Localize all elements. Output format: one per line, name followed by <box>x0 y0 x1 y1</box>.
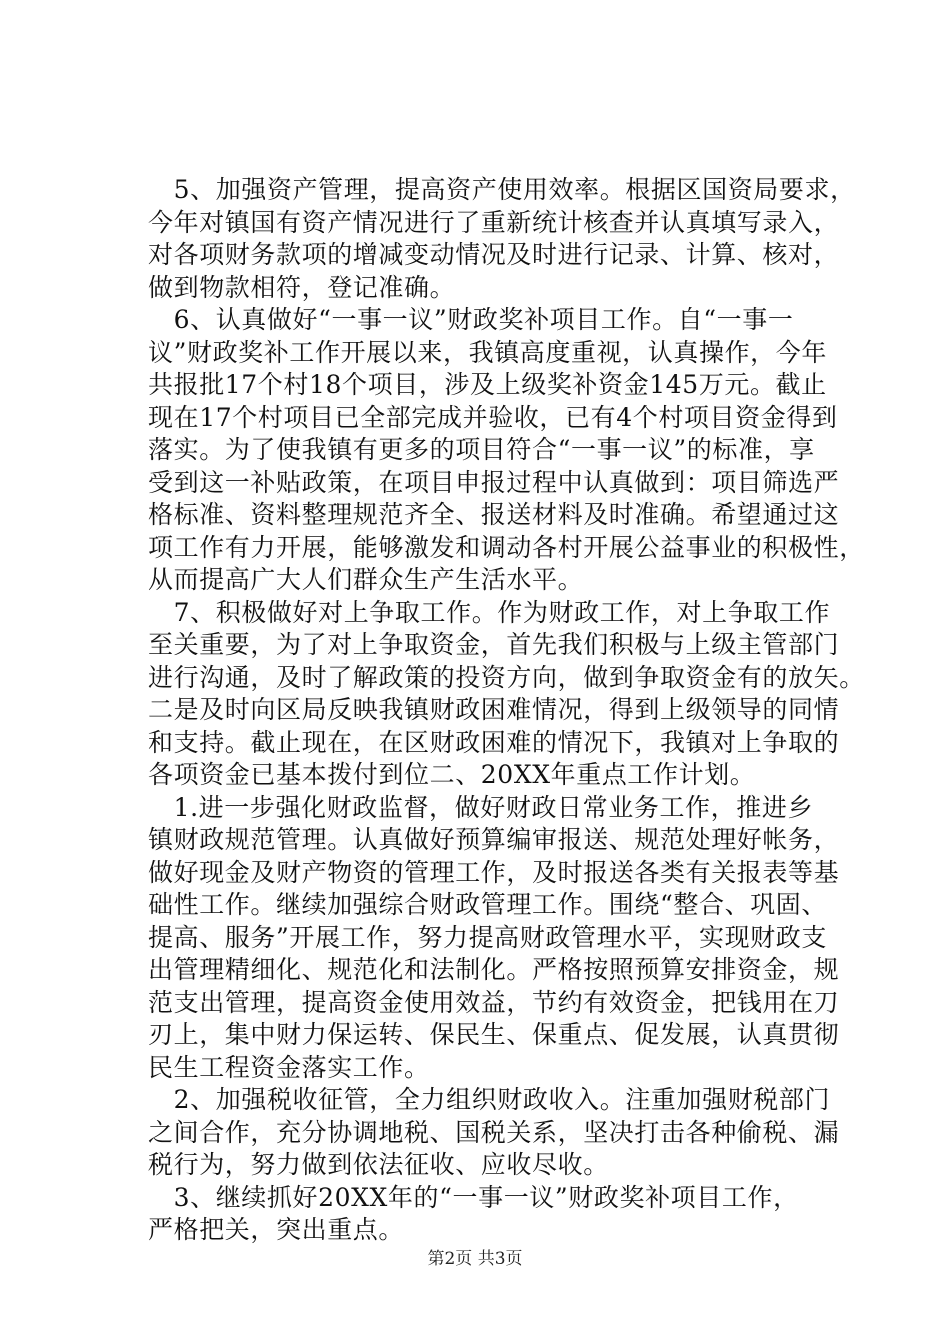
text-line: 各项资金已基本拨付到位二、20XX年重点工作计划。 <box>148 760 756 789</box>
text-line: 民生工程资金落实工作。 <box>148 1052 430 1082</box>
text-line: 议”财政奖补工作开展以来，我镇高度重视，认真操作，今年 <box>148 337 827 367</box>
text-line: 出管理精细化、规范化和法制化。严格按照预算安排资金，规 <box>148 955 840 984</box>
text-line: 严格把关，突出重点。 <box>148 1215 405 1244</box>
text-line: 从而提高广大人们群众生产生活水平。 <box>148 565 584 594</box>
text-line: 刃上，集中财力保运转、保民生、保重点、促发展，认真贯彻 <box>148 1020 840 1049</box>
text-line: 3、继续抓好20XX年的“一事一议”财政奖补项目工作， <box>148 1182 799 1212</box>
text-line: 二是及时向区局反映我镇财政困难情况，得到上级领导的同情 <box>148 695 840 724</box>
text-line: 进行沟通，及时了解政策的投资方向，做到争取资金有的放矢。 <box>148 662 865 692</box>
text-line: 落实。为了使我镇有更多的项目符合“一事一议”的标准，享 <box>148 435 815 464</box>
text-line: 今年对镇国有资产情况进行了重新统计核查并认真填写录入， <box>148 207 840 237</box>
text-line: 格标准、资料整理规范齐全、报送材料及时准确。希望通过这 <box>148 500 840 529</box>
document-body <box>148 174 868 1247</box>
text-line: 5、加强资产管理，提高资产使用效率。根据区国资局要求， <box>148 175 856 204</box>
text-line: 7、积极做好对上争取工作。作为财政工作，对上争取工作 <box>148 597 831 627</box>
text-line: 之间合作，充分协调地税、国税关系，坚决打击各种偷税、漏 <box>148 1117 840 1147</box>
text-line: 受到这一补贴政策，在项目申报过程中认真做到：项目筛选严 <box>148 467 840 497</box>
text-line: 项工作有力开展，能够激发和调动各村开展公益事业的积极性， <box>148 532 865 562</box>
text-line: 提高、服务”开展工作，努力提高财政管理水平，实现财政支 <box>148 922 827 952</box>
text-line: 镇财政规范管理。认真做好预算编审报送、规范处理好帐务， <box>148 825 840 854</box>
text-line: 现在17个村项目已全部完成并验收，已有4个村项目资金得到 <box>148 402 838 432</box>
text-line: 对各项财务款项的增减变动情况及时进行记录、计算、核对， <box>148 240 840 269</box>
text-line: 2、加强税收征管，全力组织财政收入。注重加强财税部门 <box>148 1085 831 1114</box>
text-line: 做好现金及财产物资的管理工作，及时报送各类有关报表等基 <box>148 857 840 887</box>
text-line: 础性工作。继续加强综合财政管理工作。围绕“整合、巩固、 <box>148 890 827 919</box>
text-line: 范支出管理，提高资金使用效益，节约有效资金，把钱用在刀 <box>148 987 840 1017</box>
page-number: 第2页 共3页 <box>427 1249 523 1269</box>
page-footer <box>0 1244 950 1269</box>
text-line: 共报批17个村18个项目，涉及上级奖补资金145万元。截止 <box>148 370 827 399</box>
text-line: 至关重要，为了对上争取资金，首先我们积极与上级主管部门 <box>148 630 840 659</box>
text-line: 1.进一步强化财政监督，做好财政日常业务工作，推进乡 <box>148 792 814 822</box>
text-line: 6、认真做好“一事一议”财政奖补项目工作。自“一事一 <box>148 305 794 334</box>
text-line: 税行为，努力做到依法征收、应收尽收。 <box>148 1150 609 1179</box>
text-line: 做到物款相符，登记准确。 <box>148 272 456 302</box>
text-line: 和支持。截止现在，在区财政困难的情况下，我镇对上争取的 <box>148 727 840 757</box>
